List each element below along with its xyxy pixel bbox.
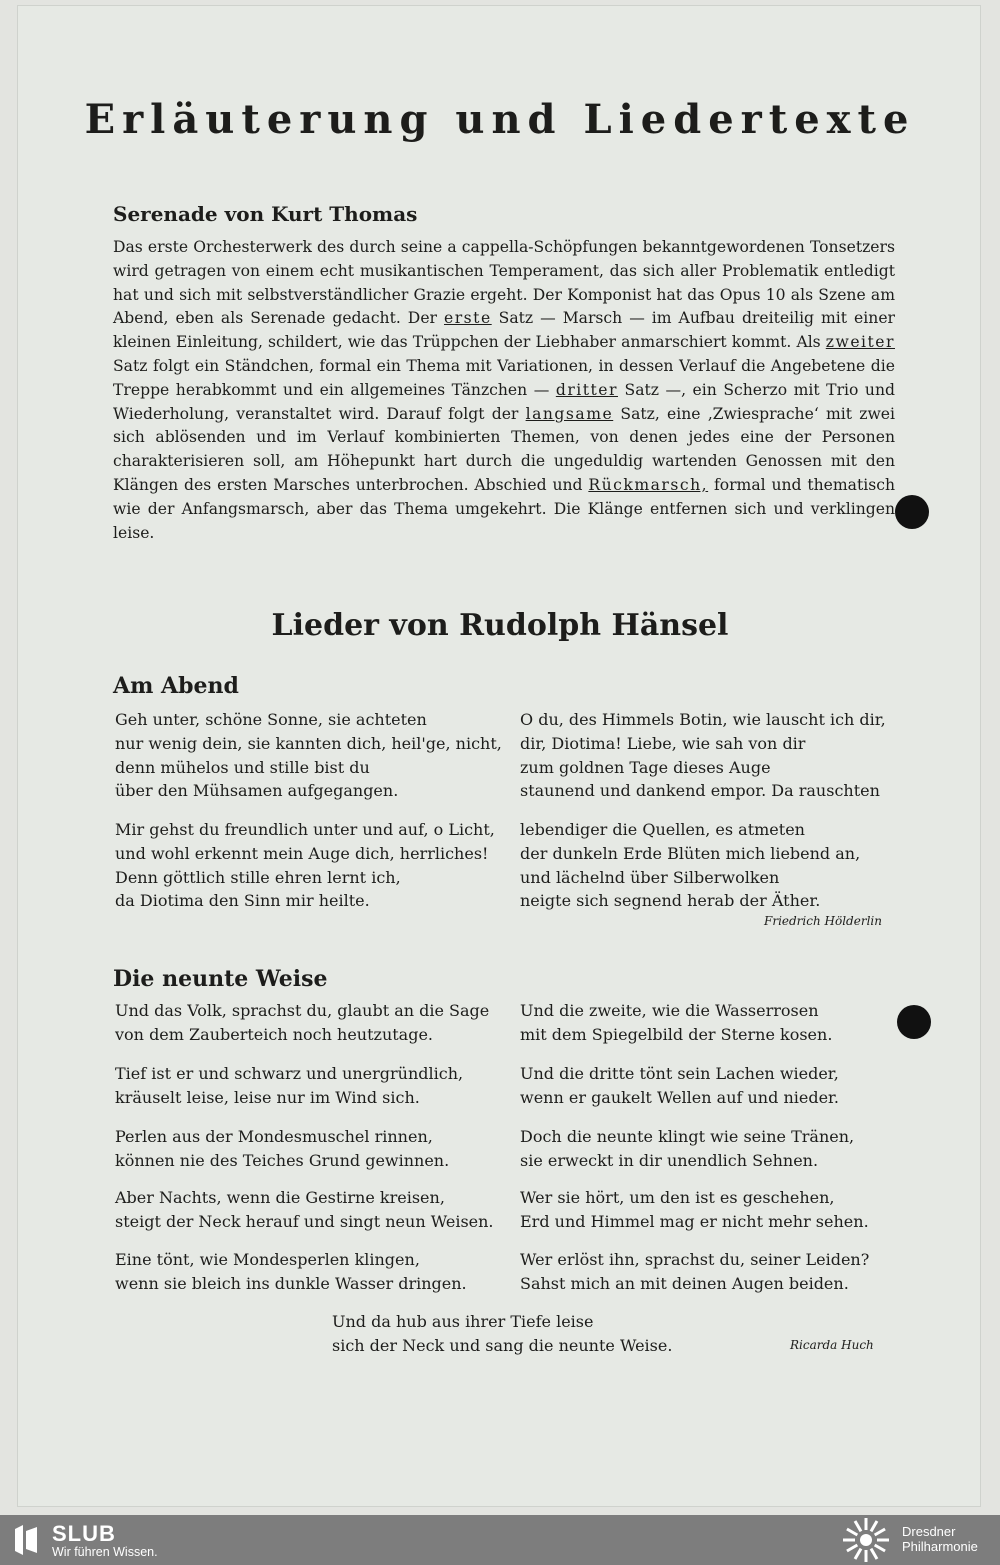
page-title: Erläuterung und Liedertexte xyxy=(84,96,916,143)
stanza: Tief ist er und schwarz und unergründlich, kräuselt leise, leise nur im Wind sich. xyxy=(115,1064,464,1107)
slub-tagline: Wir führen Wissen. xyxy=(52,1545,158,1559)
am-abend-heading: Am Abend xyxy=(113,673,239,699)
stanza: Eine tönt, wie Mondesperlen klingen, wenn sie bleich ins dunkle Wasser dringen. xyxy=(115,1250,467,1293)
stanza: Und die zweite, wie die Wasserrosen mit dem Spiegelbild der Sterne kosen. xyxy=(520,1001,833,1044)
punch-hole xyxy=(897,1005,931,1039)
philharmonie-logo-text[interactable]: Dresdner Philharmonie xyxy=(902,1524,978,1554)
author-credit: Friedrich Hölderlin xyxy=(764,914,882,928)
stanza: Geh unter, schöne Sonne, sie achteten nur wenig dein, sie kannten dich, heil'ge, nicht, denn mühelos und stille bist du über den Mühsamen aufgegangen. xyxy=(115,710,502,801)
stanza: Wer sie hört, um den ist es geschehen, Erd und Himmel mag er nicht mehr sehen. xyxy=(520,1188,869,1231)
stanza: Perlen aus der Mondesmuschel rinnen, können nie des Teiches Grund gewinnen. xyxy=(115,1127,450,1170)
slub-logo-icon xyxy=(13,1525,39,1555)
lieder-heading: Lieder von Rudolph Hänsel xyxy=(271,608,729,643)
punch-hole xyxy=(895,495,929,529)
neunte-weise-heading: Die neunte Weise xyxy=(113,966,328,992)
philharmonie-logo-icon xyxy=(840,1517,892,1563)
stanza: Und das Volk, sprachst du, glaubt an die Sage von dem Zauberteich noch heutzutage. xyxy=(115,1001,490,1044)
stanza: O du, des Himmels Botin, wie lauscht ich dir, dir, Diotima! Liebe, wie sah von dir zum goldnen Tage dieses Auge staunend und dankend empor. Da rauschten xyxy=(520,710,886,801)
stanza: lebendiger die Quellen, es atmeten der dunkeln Erde Blüten mich liebend an, und lächelnd über Silberwolken neigte sich segnend herab der Äther. xyxy=(520,820,861,911)
stanza: Und die dritte tönt sein Lachen wieder, wenn er gaukelt Wellen auf und nieder. xyxy=(520,1064,840,1107)
footer-bar xyxy=(0,1515,1000,1565)
serenade-heading: Serenade von Kurt Thomas xyxy=(113,202,418,226)
slub-logo-text[interactable]: SLUB xyxy=(52,1521,116,1546)
stanza: Aber Nachts, wenn die Gestirne kreisen, steigt der Neck herauf und singt neun Weisen. xyxy=(115,1188,494,1231)
stanza: Doch die neunte klingt wie seine Tränen, sie erweckt in dir unendlich Sehnen. xyxy=(520,1127,855,1170)
serenade-paragraph: Das erste Orchesterwerk des durch seine a cappella-Schöpfungen bekanntgewordenen Tonsetzers wird getragen von einem echt musikantischen Temperament, das sich aller Problematik entledigt hat und sich mit selbstverständlicher Grazie ergeht. Der Komponist hat das Opus 10 als Szene am Abend, eben als Serenade gedacht. Der erste Satz — Marsch — im Aufbau dreiteilig mit einer kleinen Einleitung, schildert, wie das Trüppchen der Liebhaber anmarschiert kommt. Als zweiter Satz folgt ein Ständchen, formal ein Thema mit Variationen, in dessen Verlauf die Angebetene die Treppe herabkommt und ein allgemeines Tänzchen — dritter Satz —, ein Scherzo mit Trio und Wiederholung, veranstaltet wird. Darauf folgt der langsame Satz, eine ‚Zwiesprache‘ mit zwei sich ablösenden und im Verlauf kombinierten Themen, von denen jedes eine der Personen charakterisieren soll, am Höhepunkt hart durch die ungeduldig wartenden Genossen mit den Klängen des ersten Marsches unterbrochen. Abschied und Rückmarsch, formal und thematisch wie der Anfangsmarsch, aber das Thema umgekehrt. Die Klänge entfernen sich und verklingen leise. xyxy=(113,238,896,542)
stanza: Wer erlöst ihn, sprachst du, seiner Leiden? Sahst mich an mit deinen Augen beiden. xyxy=(520,1250,870,1293)
final-stanza: Und da hub aus ihrer Tiefe leise sich der Neck und sang die neunte Weise. xyxy=(332,1312,673,1355)
author-credit: Ricarda Huch xyxy=(790,1338,874,1352)
stanza: Mir gehst du freundlich unter und auf, o Licht, und wohl erkennt mein Auge dich, herrliches! Denn göttlich stille ehren lernt ich, da Diotima den Sinn mir heilte. xyxy=(115,820,495,911)
